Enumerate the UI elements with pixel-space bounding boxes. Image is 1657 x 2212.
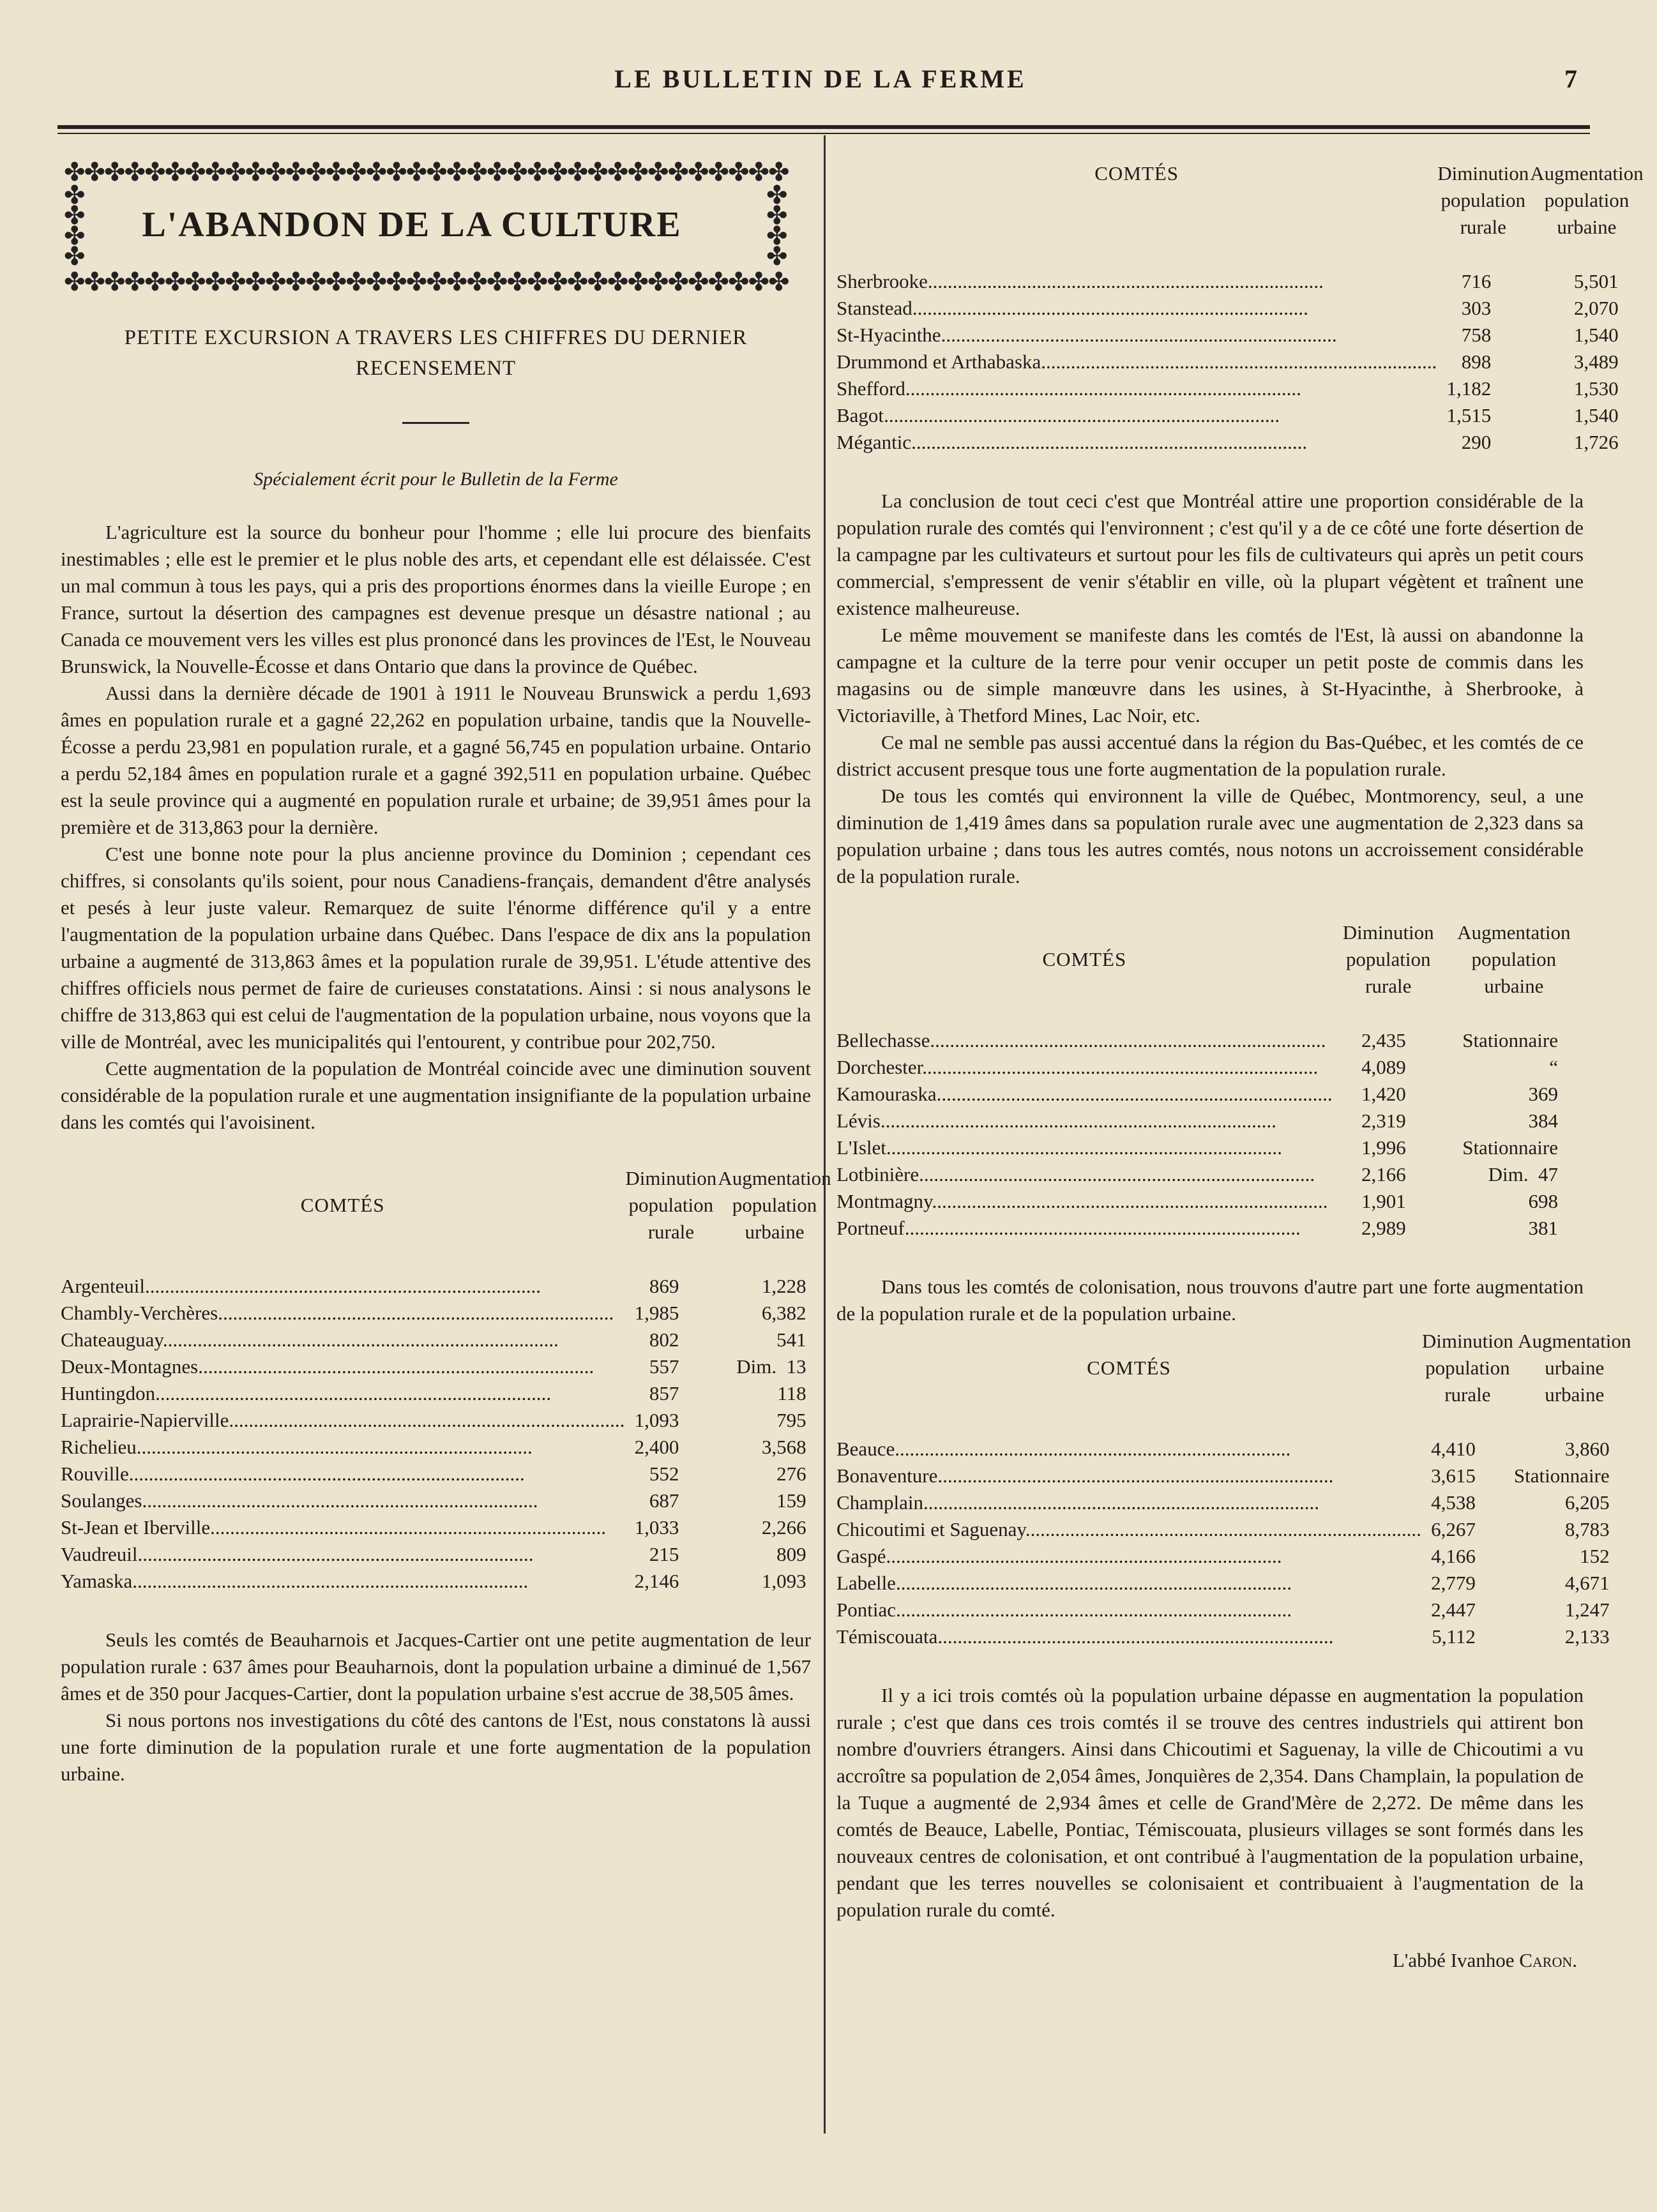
paragraph: L'agriculture est la source du bonheur pour l'homme ; elle lui procure des bienfaits inestimables ; elle est le premier et le plus noble des arts, et cependant elle est délaissée. C'est un mal commun à tous les pays, qui a pris des proportions énormes dans la vieille Europe ; en France, surtout la désertion des campagnes est devenue presque un désastre national ; au Canada ce mouvement vers les villes est plus prononcé dans les provinces de l'Est, le Nouveau Brunswick, la Nouvelle-Écosse et dans Ontario que dans la province de Québec. [61, 521, 811, 677]
leader-dots: ................................................................................ [895, 1438, 1291, 1460]
table-row [61, 1380, 832, 1407]
urban-value: 809 [776, 1543, 806, 1565]
leader-dots: ................................................................................ [1041, 350, 1437, 373]
table-row [836, 1054, 1584, 1081]
ornament-border-bottom: ✤✤✤✤✤✤✤✤✤✤✤✤✤✤✤✤✤✤✤✤✤✤✤✤✤✤✤✤✤✤✤✤✤✤✤✤ [64, 269, 789, 295]
county-name-cell [61, 1353, 624, 1380]
urban-value: 541 [776, 1328, 806, 1351]
urban-value: 1,540 [1573, 404, 1619, 426]
county-name-cell [836, 1463, 1421, 1489]
rural-value: 687 [649, 1489, 679, 1512]
urban-value: 1,540 [1573, 324, 1619, 346]
county-name-cell [836, 1054, 1333, 1081]
county-name-cell [836, 1516, 1421, 1543]
rural-value: 2,319 [1361, 1110, 1406, 1132]
leader-dots: ................................................................................ [911, 431, 1308, 453]
table-header-rural: Diminution population rurale [625, 1167, 717, 1243]
page-header [57, 64, 1584, 115]
county-name-cell [61, 1487, 624, 1514]
leader-dots: ................................................................................ [936, 1083, 1333, 1105]
rural-value: 802 [649, 1328, 679, 1351]
paragraph: Ce mal ne semble pas aussi accentué dans la région du Bas-Québec, et les comtés de ce district accusent presque tous une forte augmentation de la population rurale. [836, 731, 1584, 780]
urban-value: 118 [777, 1382, 806, 1404]
table-montreal-region [61, 1164, 832, 1595]
leader-dots: ................................................................................ [229, 1409, 625, 1431]
county-name-cell [61, 1327, 624, 1353]
county-name-cell [836, 1188, 1333, 1215]
leader-dots: ................................................................................ [142, 1489, 538, 1512]
leader-dots: ................................................................................ [923, 1491, 1320, 1514]
county-name-cell [836, 349, 1437, 375]
rural-value: 557 [649, 1355, 679, 1378]
rural-value: 1,515 [1446, 404, 1492, 426]
table-eastern-townships [836, 160, 1644, 456]
county-name-cell [836, 1436, 1421, 1463]
county-name: Champlain [836, 1491, 924, 1514]
rural-value: 1,901 [1361, 1190, 1406, 1212]
county-name: Lotbinière [836, 1163, 919, 1185]
urban-value: 369 [1528, 1083, 1558, 1105]
table-row [61, 1353, 832, 1380]
rural-value: 1,033 [634, 1516, 679, 1539]
table-row [61, 1434, 832, 1461]
county-name-cell [836, 1161, 1333, 1188]
urban-value: “ [1549, 1056, 1558, 1078]
county-name-cell [61, 1461, 624, 1487]
rural-value: 1,093 [634, 1409, 679, 1431]
county-name: Beauce [836, 1438, 895, 1460]
table-row [836, 1516, 1635, 1543]
table-row [836, 1570, 1635, 1597]
paragraph: Il y a ici trois comtés où la population urbaine dépasse en augmentation la population rurale ; c'est que dans ces trois comtés il se trouve des centres industriels qui attirent bon nombre d'ouvriers étrangers. Ainsi dans Chicoutimi et Saguenay, la ville de Chicoutimi a vu accroître sa population de 2,054 âmes, Jonquières de 2,354. Dans Champlain, la population de la Tuque a augmenté de 2,934 âmes et celle de Grand'Mère de 2,272. De même dans les comtés de Beauce, Labelle, Pontiac, Témiscouata, plusieurs villages se sont formés dans les nouveaux centres de colonisation, et ont contribué à l'augmentation de la population urbaine, pendant que les terres nouvelles se colonisaient et contribuaient à l'augmentation de la population rurale du comté. [836, 1684, 1584, 1921]
table-row [61, 1273, 832, 1300]
leader-dots: ................................................................................ [937, 1464, 1334, 1487]
ornament-border-left: ✤ ✤ ✤ ✤ [64, 181, 86, 271]
leader-dots: ................................................................................ [880, 1110, 1276, 1132]
county-name: Laprairie-Napierville [61, 1409, 229, 1431]
urban-value: 4,671 [1564, 1572, 1610, 1594]
rural-value: 2,989 [1361, 1217, 1406, 1239]
urban-value: 2,133 [1564, 1625, 1610, 1648]
table-row [836, 429, 1644, 456]
rural-value: 1,182 [1446, 377, 1492, 400]
ornament-border-top: ✤✤✤✤✤✤✤✤✤✤✤✤✤✤✤✤✤✤✤✤✤✤✤✤✤✤✤✤✤✤✤✤✤✤✤✤ [64, 160, 789, 185]
rural-value: 5,112 [1432, 1625, 1476, 1648]
table-row [61, 1327, 832, 1353]
county-name: Chambly-Verchères [61, 1302, 218, 1324]
leader-dots: ................................................................................ [912, 297, 1308, 319]
urban-value: 5,501 [1573, 270, 1619, 292]
county-name-cell [61, 1514, 624, 1541]
table-header-rural: Diminution population rurale [1437, 162, 1529, 238]
leader-dots: ................................................................................ [132, 1570, 529, 1592]
rural-value: 1,996 [1361, 1136, 1406, 1159]
table-header-comtes: COMTÉS [1087, 1357, 1171, 1379]
signature-name: Caron. [1519, 1949, 1577, 1971]
county-name-cell [836, 1215, 1333, 1242]
county-name: Rouville [61, 1463, 129, 1485]
county-name: Labelle [836, 1572, 896, 1594]
urban-value: 3,489 [1573, 350, 1619, 373]
county-name-cell [836, 1027, 1333, 1054]
table-row [836, 1543, 1635, 1570]
rural-value: 290 [1461, 431, 1492, 453]
table-colonisation-counties [836, 1327, 1635, 1650]
leader-dots: ................................................................................ [922, 1056, 1319, 1078]
rural-value: 857 [649, 1382, 679, 1404]
county-name: Dorchester [836, 1056, 923, 1078]
left-paragraphs-after-table [61, 1627, 811, 1787]
table-row [836, 349, 1644, 375]
paragraph: C'est une bonne note pour la plus ancienne province du Dominion ; cependant ces chiffres, si consolants qu'ils soient, pour nous Canadiens-français, demandent d'être analysés et pesés à leur juste valeur. Remarquez de suite l'énorme différence qu'il y a entre l'augmentation de la population urbaine dans Québec. Dans l'espace de dix ans la population urbaine a augmenté de 313,863 âmes et la population rurale de 39,951. L'étude attentive des chiffres officiels nous permet de faire de curieuses constatations. Ainsi : si nous analysons le chiffre de 313,863 qui est celui de l'augmentation de la population urbaine, nous voyons que la ville de Montréal, avec les municipalités qui l'entourent, y contribue pour 202,750. [61, 843, 811, 1053]
county-name-cell [61, 1380, 624, 1407]
rural-value: 869 [649, 1275, 679, 1297]
leader-dots: ................................................................................ [937, 1625, 1334, 1648]
table-row [836, 1027, 1584, 1054]
paragraph: La conclusion de tout ceci c'est que Montréal attire une proportion considérable de la population rurale des comtés qui l'environnent ; c'est qu'il y a de ce côté une forte désertion de la campagne par les cultivateurs et surtout pour les fils de cultivateurs qui après un petit cours commercial, s'empressent de venir s'établir en ville, où la plupart végètent et traînent une existence malheureuse. [836, 490, 1584, 619]
county-name-cell [836, 402, 1437, 429]
rural-value: 215 [649, 1543, 679, 1565]
county-name: Bagot [836, 404, 884, 426]
urban-value: Dim. 47 [1488, 1163, 1558, 1185]
leader-dots: ................................................................................ [886, 1136, 1282, 1159]
rural-value: 552 [649, 1463, 679, 1485]
leader-dots: ................................................................................ [884, 404, 1280, 426]
county-name: Mégantic [836, 431, 912, 453]
table-row [836, 268, 1644, 295]
table-row [61, 1300, 832, 1327]
leader-dots: ................................................................................ [941, 324, 1337, 346]
paragraph: Seuls les comtés de Beauharnois et Jacques-Cartier ont une petite augmentation de leur population rurale : 637 âmes pour Beauharnois, dont la population urbaine a diminué de 1,567 âmes et de 350 pour Jacques-Cartier, dont la population urbaine s'est accrue de 38,505 âmes. [61, 1629, 811, 1704]
county-name-cell [836, 1570, 1421, 1597]
rural-value: 2,447 [1431, 1599, 1476, 1621]
county-name: St-Jean et Iberville [61, 1516, 211, 1539]
table-row [836, 1489, 1635, 1516]
byline: Spécialement écrit pour le Bulletin de la Ferme [253, 469, 618, 490]
urban-value: 2,070 [1573, 297, 1619, 319]
county-name-cell [61, 1434, 624, 1461]
table-row [836, 295, 1644, 322]
county-name: Témiscouata [836, 1625, 938, 1648]
county-name-cell [836, 268, 1437, 295]
paragraph: Le même mouvement se manifeste dans les comtés de l'Est, là aussi on abandonne la campagne et la culture de la terre pour venir occuper un petit poste de commis dans les magasins ou de simple manœuvre dans les usines, à St-Hyacinthe, à Sherbrooke, à Victoriaville, à Thetford Mines, Lac Noir, etc. [836, 624, 1584, 726]
urban-value: Stationnaire [1513, 1464, 1610, 1487]
urban-value: 1,726 [1573, 431, 1619, 453]
county-name: Lévis [836, 1110, 881, 1132]
urban-value: 698 [1528, 1190, 1558, 1212]
table-header-urban: Augmentation population urbaine [1457, 921, 1571, 997]
urban-value: Stationnaire [1462, 1029, 1558, 1051]
urban-value: 6,205 [1564, 1491, 1610, 1514]
leader-dots: ................................................................................ [932, 1190, 1328, 1212]
county-name-cell [836, 322, 1437, 349]
rural-value: 898 [1461, 350, 1492, 373]
page-number: 7 [1564, 64, 1577, 93]
urban-value: 1,093 [761, 1570, 806, 1592]
table-row [836, 1161, 1584, 1188]
county-name-cell [836, 429, 1437, 456]
paragraph: Dans tous les comtés de colonisation, nous trouvons d'autre part une forte augmentation de la population rurale et de la population urbaine. [836, 1275, 1584, 1325]
county-name: Bonaventure [836, 1464, 938, 1487]
county-name: Portneuf [836, 1217, 905, 1239]
paragraph: Aussi dans la dernière décade de 1901 à 1911 le Nouveau Brunswick a perdu 1,693 âmes en population rurale et a gagné 22,262 en population urbaine, tandis que la Nouvelle-Écosse a perdu 23,981 en population rurale, et a gagné 56,745 en population urbaine. Ontario a perdu 52,184 âmes en population rurale et a gagné 392,511 en population urbaine. Québec est la seule province qui a augmenté en population rurale et urbaine; de 39,951 âmes pour la première et de 313,863 pour la dernière. [61, 682, 811, 838]
county-name: Shefford [836, 377, 905, 400]
table-row [836, 1081, 1584, 1108]
county-name-cell [836, 295, 1437, 322]
urban-value: 276 [776, 1463, 806, 1485]
table-row [836, 1463, 1635, 1489]
county-name: Chateauguay [61, 1328, 163, 1351]
urban-value: Stationnaire [1462, 1136, 1558, 1159]
county-name: Chicoutimi et Saguenay [836, 1518, 1025, 1540]
table-row [61, 1487, 832, 1514]
county-name: Gaspé [836, 1545, 886, 1567]
county-name-cell [836, 1134, 1333, 1161]
leader-dots: ................................................................................ [895, 1572, 1292, 1594]
urban-value: 1,247 [1564, 1599, 1610, 1621]
rural-value: 4,538 [1431, 1491, 1476, 1514]
table-row [836, 1108, 1584, 1134]
county-name-cell [61, 1300, 624, 1327]
leader-dots: ................................................................................ [1025, 1518, 1421, 1540]
urban-value: 1,228 [761, 1275, 806, 1297]
left-paragraphs [61, 519, 811, 1136]
leader-dots: ................................................................................ [218, 1302, 614, 1324]
signature-prefix: L'abbé Ivanhoe [1392, 1949, 1515, 1971]
rural-value: 1,985 [634, 1302, 679, 1324]
county-name-cell [836, 1597, 1421, 1623]
county-name: Soulanges [61, 1489, 142, 1512]
leader-dots: ................................................................................ [919, 1163, 1315, 1185]
rural-value: 4,410 [1431, 1438, 1476, 1460]
urban-value: 8,783 [1564, 1518, 1610, 1540]
table-row [836, 402, 1644, 429]
rural-value: 2,146 [634, 1570, 679, 1592]
rural-value: 2,435 [1361, 1029, 1406, 1051]
urban-value: 152 [1580, 1545, 1610, 1567]
table-row [836, 1623, 1635, 1650]
county-name-cell [836, 1108, 1333, 1134]
leader-dots: ................................................................................ [210, 1516, 607, 1539]
title-ornament-box [64, 160, 798, 297]
county-name: Deux-Montagnes [61, 1355, 199, 1378]
county-name: Drummond et Arthabaska [836, 350, 1041, 373]
urban-value: 3,568 [761, 1436, 806, 1458]
county-name: Richelieu [61, 1436, 137, 1458]
county-name-cell [61, 1568, 624, 1595]
county-name: Montmagny [836, 1190, 932, 1212]
county-name-cell [836, 1623, 1421, 1650]
table-row [836, 322, 1644, 349]
paragraph: Cette augmentation de la population de Montréal coincide avec une diminution souvent considérable de la population rurale et une augmentation insignifiante de la population urbaine dans les comtés qui l'avoisinent. [61, 1057, 811, 1133]
right-column [836, 160, 1644, 1972]
leader-dots: ................................................................................ [927, 270, 1324, 292]
rural-value: 1,420 [1361, 1083, 1406, 1105]
leader-dots: ................................................................................ [904, 1217, 1301, 1239]
county-name: Stanstead [836, 297, 912, 319]
leader-dots: ................................................................................ [137, 1543, 534, 1565]
rural-value: 716 [1461, 270, 1492, 292]
urban-value: 1,530 [1573, 377, 1619, 400]
county-name-cell [836, 1081, 1333, 1108]
table-header-comtes: COMTÉS [1094, 162, 1179, 184]
rural-value: 2,400 [634, 1436, 679, 1458]
table-row [836, 375, 1644, 402]
paragraph: Si nous portons nos investigations du côté des cantons de l'Est, nous constatons là aussi une forte diminution de la population rurale et une forte augmentation de la population urbaine. [61, 1709, 811, 1785]
county-name-cell [61, 1273, 624, 1300]
urban-value: Dim. 13 [736, 1355, 806, 1378]
table-row [61, 1461, 832, 1487]
signature [836, 1949, 1584, 1972]
county-name-cell [836, 375, 1437, 402]
article-subtitle: PETITE EXCURSION A TRAVERS LES CHIFFRES DU DERNIER RECENSEMENT [124, 326, 748, 380]
county-name-cell [61, 1407, 624, 1434]
urban-value: 159 [776, 1489, 806, 1512]
leader-dots: ................................................................................ [145, 1275, 541, 1297]
right-paragraphs-3 [836, 1682, 1584, 1923]
header-rule-thin [57, 133, 1590, 134]
table-row [61, 1407, 832, 1434]
table-row [836, 1597, 1635, 1623]
urban-value: 3,860 [1564, 1438, 1610, 1460]
rural-value: 3,615 [1431, 1464, 1476, 1487]
table-header-comtes: COMTÉS [300, 1194, 385, 1216]
table-row [61, 1514, 832, 1541]
leader-dots: ................................................................................ [136, 1436, 533, 1458]
county-name: L'Islet [836, 1136, 886, 1159]
urban-value: 795 [776, 1409, 806, 1431]
leader-dots: ................................................................................ [162, 1328, 559, 1351]
table-row [61, 1541, 832, 1568]
paragraph: De tous les comtés qui environnent la ville de Québec, Montmorency, seul, a une diminution de 1,419 âmes dans sa population rurale avec une augmentation de 2,323 dans sa population urbaine ; dans tous les autres comtés, nous notons un accroissement considérable de la population rurale. [836, 785, 1584, 887]
rural-value: 6,267 [1431, 1518, 1476, 1540]
table-header-urban: Augmentation urbaine urbaine [1518, 1330, 1631, 1406]
county-name-cell [836, 1489, 1421, 1516]
leader-dots: ................................................................................ [886, 1545, 1282, 1567]
county-name: Argenteuil [61, 1275, 146, 1297]
rural-value: 4,166 [1431, 1545, 1476, 1567]
county-name-cell [836, 1543, 1421, 1570]
rural-value: 303 [1461, 297, 1492, 319]
table-header-comtes: COMTÉS [1042, 948, 1127, 970]
urban-value: 381 [1528, 1217, 1558, 1239]
left-column [61, 160, 831, 1787]
leader-dots: ................................................................................ [128, 1463, 525, 1485]
county-name: Bellechasse [836, 1029, 930, 1051]
column-divider [824, 135, 826, 2133]
publication-title: LE BULLETIN DE LA FERME [614, 64, 1027, 93]
table-header-rural: Diminution population rurale [1342, 921, 1434, 997]
rural-value: 2,166 [1361, 1163, 1406, 1185]
urban-value: 2,266 [761, 1516, 806, 1539]
table-row [836, 1134, 1584, 1161]
leader-dots: ................................................................................ [896, 1599, 1292, 1621]
county-name-cell [61, 1541, 624, 1568]
table-row [61, 1568, 832, 1595]
table-row [836, 1188, 1584, 1215]
county-name: Huntingdon [61, 1382, 156, 1404]
table-quebec-region [836, 919, 1584, 1242]
county-name: Sherbrooke [836, 270, 928, 292]
county-name: Vaudreuil [61, 1543, 138, 1565]
leader-dots: ................................................................................ [198, 1355, 594, 1378]
table-header-urban: Augmentation population urbaine [718, 1167, 831, 1243]
table-header-urban: Augmentation population urbaine [1530, 162, 1644, 238]
leader-dots: ................................................................................ [905, 377, 1301, 400]
rural-value: 2,779 [1431, 1572, 1476, 1594]
urban-value: 6,382 [761, 1302, 806, 1324]
county-name: St-Hyacinthe [836, 324, 941, 346]
right-paragraphs-2 [836, 1274, 1584, 1327]
county-name: Kamouraska [836, 1083, 937, 1105]
leader-dots: ................................................................................ [155, 1382, 552, 1404]
leader-dots: ................................................................................ [930, 1029, 1326, 1051]
county-name: Pontiac [836, 1599, 896, 1621]
table-row [836, 1436, 1635, 1463]
table-header-rural: Diminution population rurale [1421, 1330, 1513, 1406]
rural-value: 758 [1461, 324, 1492, 346]
subtitle-rule [402, 422, 469, 424]
table-row [836, 1215, 1584, 1242]
urban-value: 384 [1528, 1110, 1558, 1132]
right-paragraphs-1 [836, 488, 1584, 890]
header-rule [57, 125, 1590, 129]
ornament-border-right: ✤ ✤ ✤ ✤ [766, 181, 788, 271]
county-name: Yamaska [61, 1570, 133, 1592]
rural-value: 4,089 [1361, 1056, 1406, 1078]
article-title: L'ABANDON DE LA CULTURE [142, 205, 682, 245]
